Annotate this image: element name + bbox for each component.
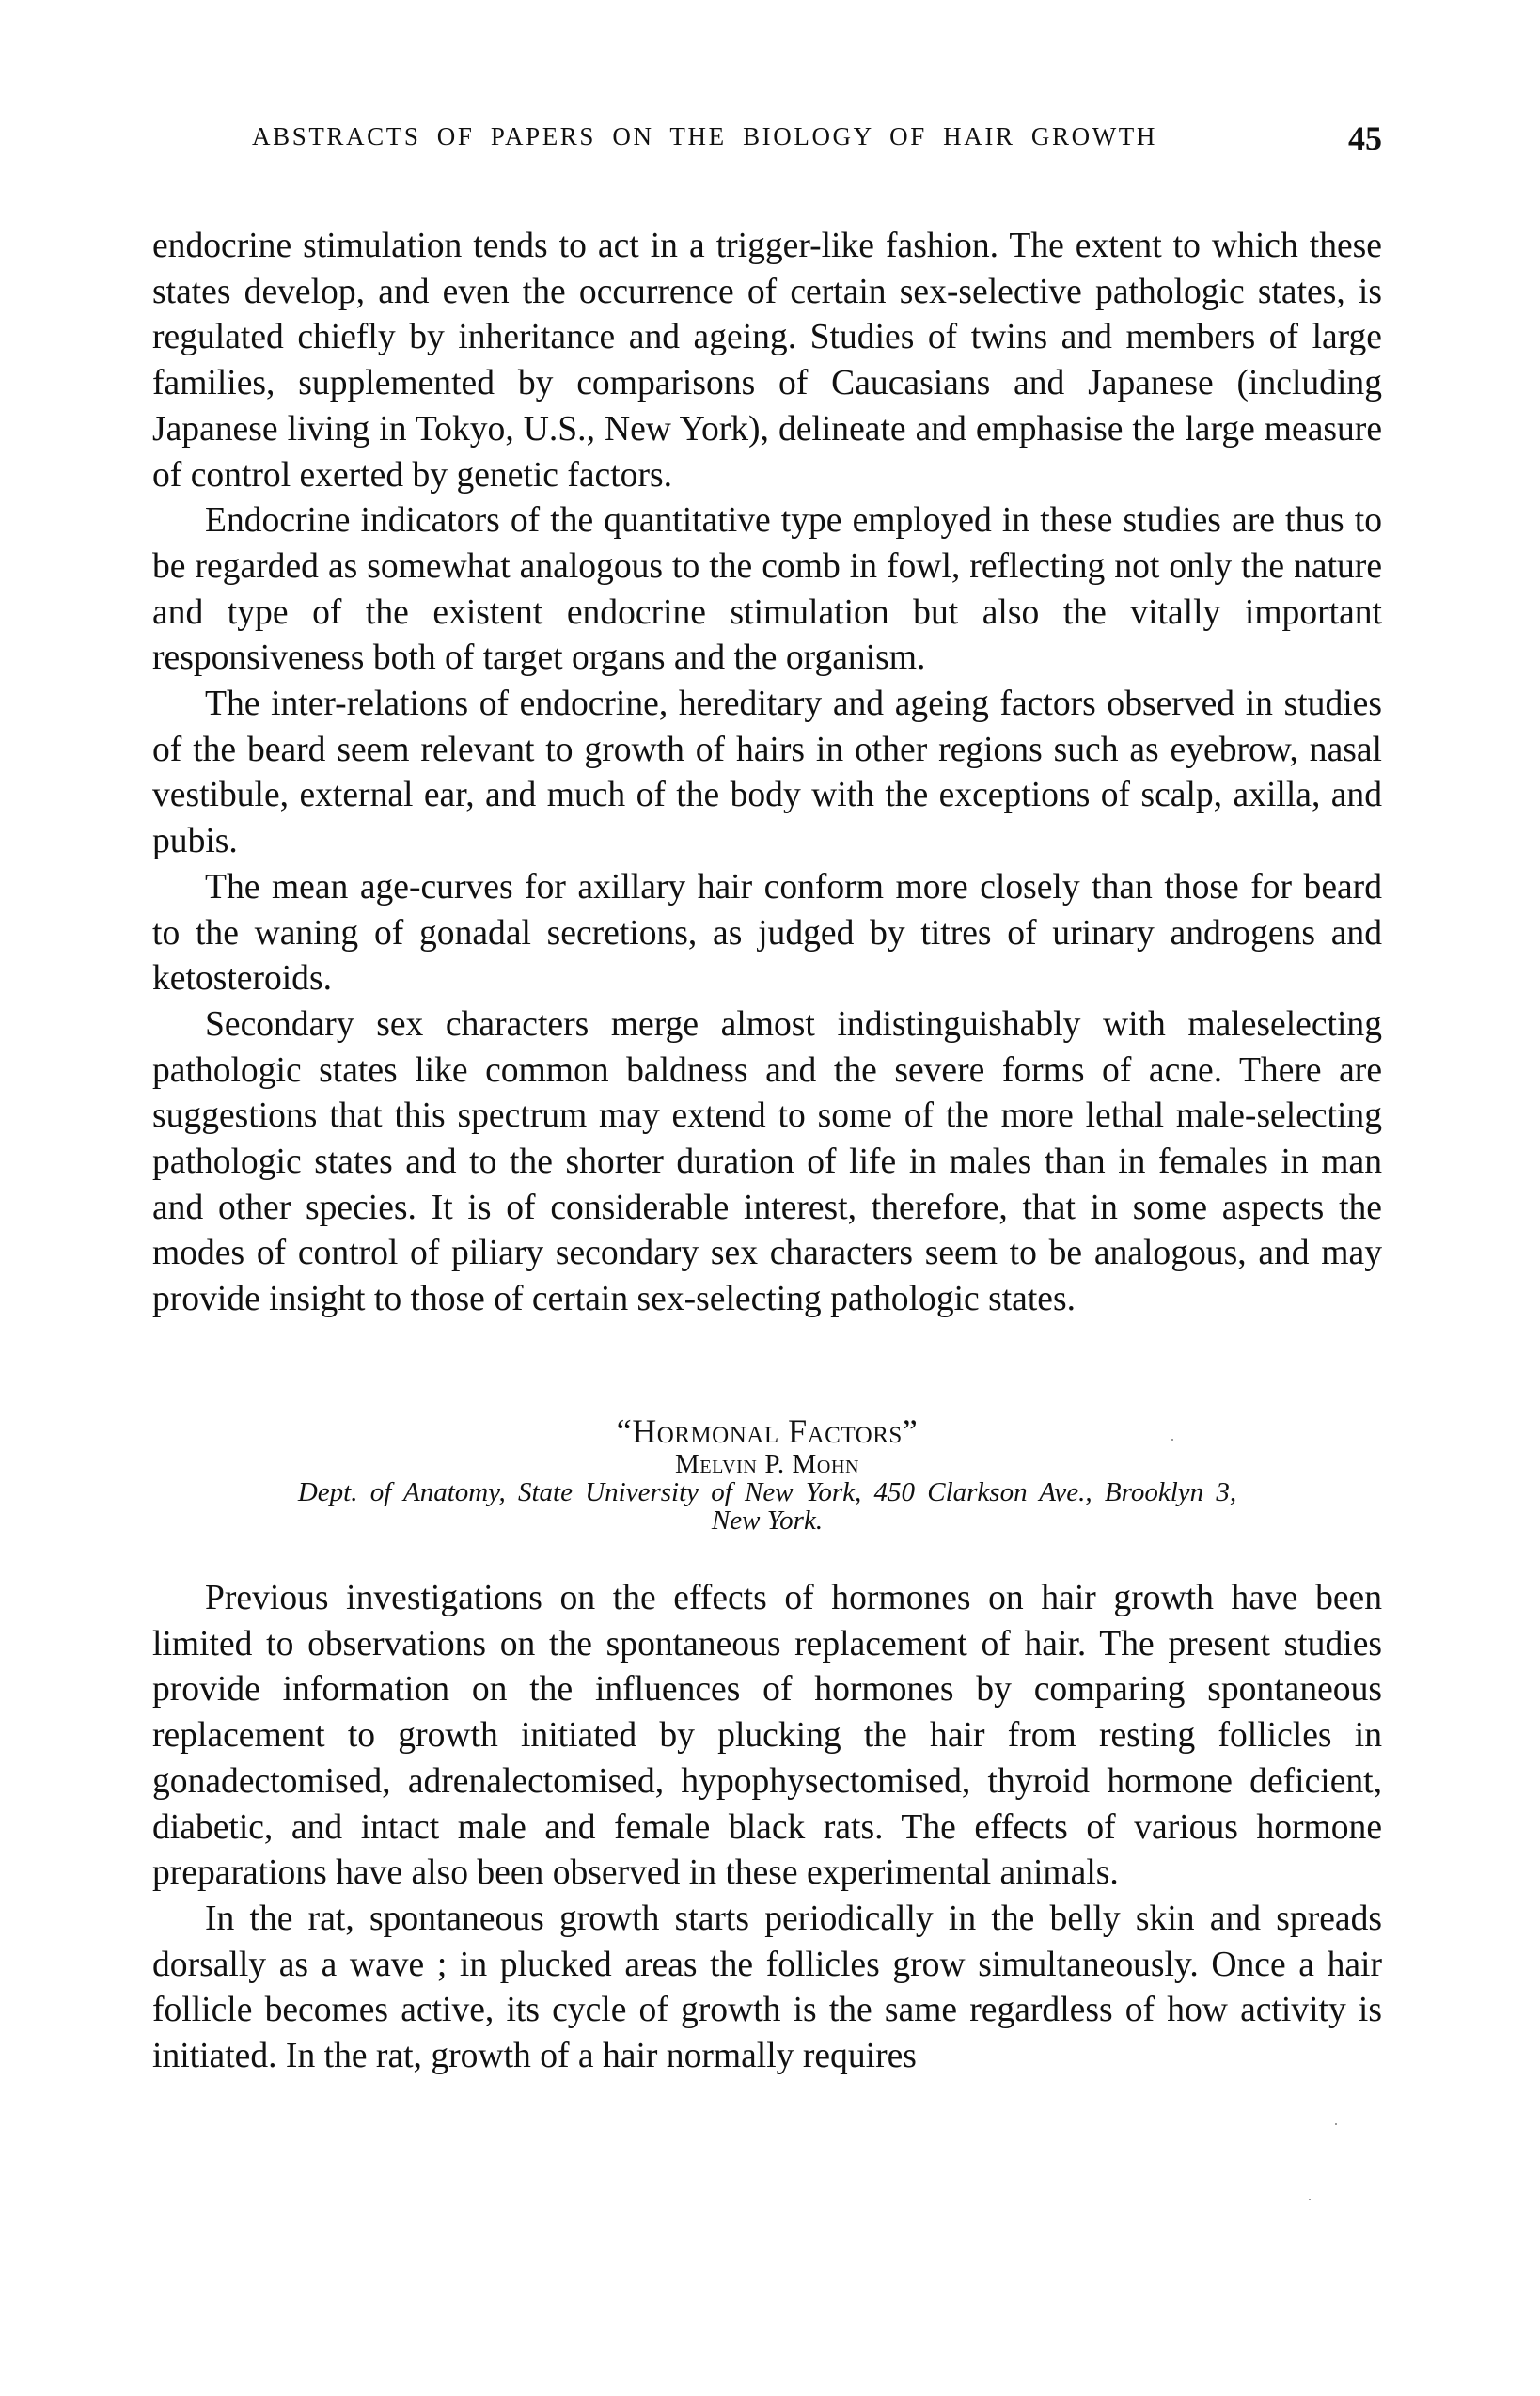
- paragraph: In the rat, spontaneous growth starts periodically in the belly skin and spreads dorsally as a wave ; in plucked areas the follicles grow simultaneously. Once a hair follicle becomes active, its cycle of growth is the same regardless of how activity is initiated. In the rat, growth of a hair normally requires: [152, 1899, 1382, 2076]
- abstract-affiliation: Dept. of Anatomy, State University of New York, 450 Clarkson Ave., Brooklyn 3,: [297, 1477, 1237, 1507]
- paragraph: The mean age-curves for axillary hair conform more closely than those for beard to the waning of gonadal secretions, as judged by titres of urinary androgens and ketosteroids.: [152, 867, 1382, 999]
- scan-speck: [1171, 1439, 1173, 1441]
- running-head-title: ABSTRACTS OF PAPERS ON THE BIOLOGY OF HAIR GROWTH: [252, 122, 1157, 150]
- continued-abstract-text: [152, 224, 1382, 1323]
- running-head: [152, 118, 1382, 166]
- abstract-hormonal-factors: [152, 1412, 1382, 2080]
- paragraph: The inter-relations of endocrine, hereditary and ageing factors observed in studies of the beard seem relevant to growth of hairs in other regions such as eyebrow, nasal vestibule, external ear, and much of the body with the exceptions of scalp, axilla, and pubis.: [152, 685, 1382, 861]
- paragraph: endocrine stimulation tends to act in a trigger-like fashion. The extent to which these states develop, and even the occurrence of certain sex-selective pathologic states, is regulated chiefly by inheritance and ageing. Studies of twins and members of large families, supplemented by comparisons of Caucasians and Japanese (including Japanese living in Tokyo, U.S., New York), delineate and emphasise the large measure of control exerted by genetic factors.: [152, 227, 1382, 495]
- abstract-affiliation-continued: New York.: [711, 1505, 824, 1536]
- paragraph: Previous investigations on the effects of hormones on hair growth have been limited to observations on the spontaneous replacement of hair. The present studies provide information on the influences of hormones by comparing spontaneous replacement to growth initiated by plucking the hair from resting follicles in gonadectomised, adrenalectomised, hypophysectomised, thyroid hormone deficient, diabetic, and intact male and female black rats. The effects of various hormone preparations have also been observed in these experimental animals.: [152, 1579, 1382, 1893]
- abstract-title: “Hormonal Factors”: [616, 1412, 919, 1450]
- paragraph: Secondary sex characters merge almost indistinguishably with maleselecting pathologic states like common baldness and the severe forms of acne. There are suggestions that this spectrum may extend to some of the more lethal male-selecting pathologic states and to the shorter duration of life in males than in females in man and other species. It is of considerable interest, therefore, that in some aspects the modes of control of piliary secondary sex characters seem to be analogous, and may provide insight to those of certain sex-selecting pathologic states.: [152, 1004, 1382, 1319]
- scan-speck: [1309, 2199, 1311, 2200]
- abstract-author: Melvin P. Mohn: [674, 1449, 860, 1479]
- page-number: 45: [1348, 119, 1382, 157]
- scan-speck: [1335, 2123, 1337, 2125]
- paragraph: Endocrine indicators of the quantitative type employed in these studies are thus to be regarded as somewhat analogous to the comb in fowl, reflecting not only the nature and type of the existent endocrine stimulation but also the vitally important responsiveness both of target organs and the organism.: [152, 501, 1382, 678]
